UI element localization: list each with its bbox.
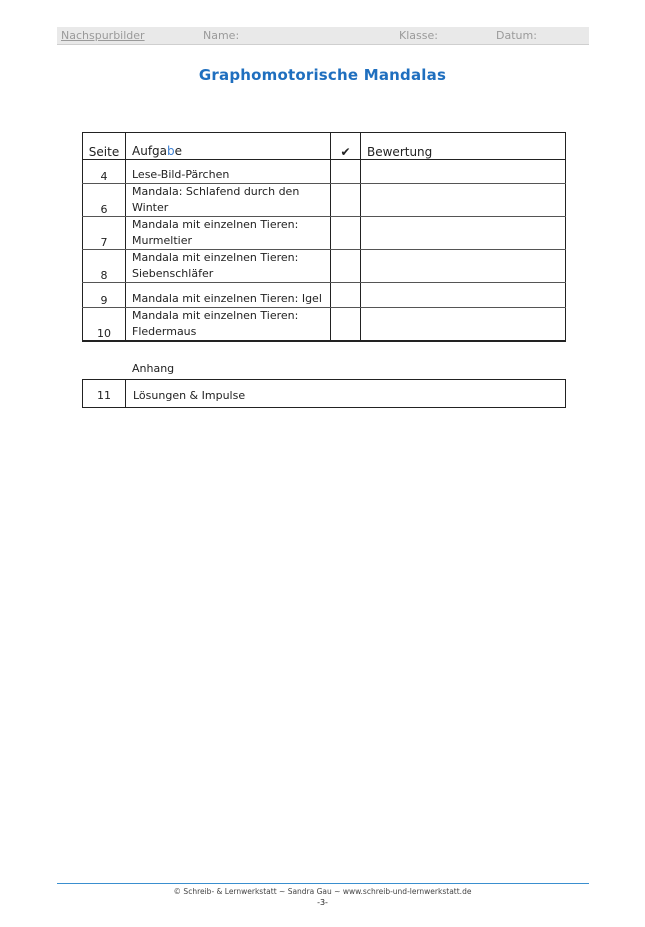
header-task-suffix: e bbox=[174, 144, 183, 158]
row-check-cell[interactable] bbox=[331, 184, 361, 217]
page-number: -3- bbox=[317, 898, 328, 907]
header-task-prefix: Aufga bbox=[132, 144, 168, 158]
row-task: Mandala mit einzelnen Tieren: Igel bbox=[126, 283, 331, 308]
document-title: Graphomotorische Mandalas bbox=[198, 66, 447, 84]
row-task bbox=[126, 250, 331, 283]
row-page: 10 bbox=[83, 308, 126, 342]
header-task-highlight: b bbox=[167, 144, 175, 158]
row-rating-cell[interactable] bbox=[361, 283, 566, 308]
footer-divider bbox=[57, 883, 589, 884]
row-rating-cell[interactable] bbox=[361, 184, 566, 217]
header-rating: Bewertung bbox=[361, 133, 566, 160]
row-rating-cell[interactable] bbox=[361, 250, 566, 283]
checkmark-icon: ✔ bbox=[331, 133, 361, 160]
row-page: 7 bbox=[83, 217, 126, 250]
header-page: Seite bbox=[83, 133, 126, 160]
class-label: Klasse: bbox=[399, 29, 438, 42]
appendix-page: 11 bbox=[83, 380, 126, 407]
row-task bbox=[126, 308, 331, 342]
row-page: 6 bbox=[83, 184, 126, 217]
row-task bbox=[126, 217, 331, 250]
row-page: 9 bbox=[83, 283, 126, 308]
row-task-line1: Mandala mit einzelnen Tieren: bbox=[132, 309, 299, 322]
table-row bbox=[83, 160, 566, 184]
row-rating-cell[interactable] bbox=[361, 160, 566, 184]
name-label: Name: bbox=[203, 29, 240, 42]
footer-copyright: © Schreib- & Lernwerkstatt ~ Sandra Gau ~ www.schreib-und-lernwerkstatt.de bbox=[173, 887, 472, 896]
row-task bbox=[126, 184, 331, 217]
row-check-cell[interactable] bbox=[331, 217, 361, 250]
row-task-line2: Siebenschläfer bbox=[132, 267, 214, 280]
appendix-row bbox=[82, 379, 566, 408]
table-row bbox=[83, 184, 566, 217]
appendix-label: Anhang bbox=[132, 362, 175, 375]
row-check-cell[interactable] bbox=[331, 160, 361, 184]
row-task-line1: Mandala mit einzelnen Tieren: bbox=[132, 251, 299, 264]
row-task: Lese-Bild-Pärchen bbox=[126, 160, 331, 184]
row-check-cell[interactable] bbox=[331, 308, 361, 342]
row-task-line1: Mandala mit einzelnen Tieren: bbox=[132, 218, 299, 231]
date-label: Datum: bbox=[496, 29, 537, 42]
header-title: Nachspurbilder bbox=[61, 29, 145, 42]
table-row bbox=[83, 250, 566, 283]
row-check-cell[interactable] bbox=[331, 250, 361, 283]
table-row bbox=[83, 283, 566, 308]
row-rating-cell[interactable] bbox=[361, 308, 566, 342]
row-page: 8 bbox=[83, 250, 126, 283]
table-row bbox=[83, 308, 566, 342]
header-bar bbox=[57, 27, 589, 45]
appendix-task: Lösungen & Impulse bbox=[133, 389, 246, 402]
row-rating-cell[interactable] bbox=[361, 217, 566, 250]
row-task-line2: Winter bbox=[132, 201, 169, 214]
row-check-cell[interactable] bbox=[331, 283, 361, 308]
table-row bbox=[83, 217, 566, 250]
contents-table bbox=[82, 132, 566, 342]
row-page: 4 bbox=[83, 160, 126, 184]
row-task-line2: Murmeltier bbox=[132, 234, 192, 247]
table-header-row bbox=[83, 133, 566, 160]
row-task-line1: Mandala: Schlafend durch den bbox=[132, 185, 300, 198]
header-task bbox=[126, 133, 331, 160]
row-task-line2: Fledermaus bbox=[132, 325, 197, 338]
